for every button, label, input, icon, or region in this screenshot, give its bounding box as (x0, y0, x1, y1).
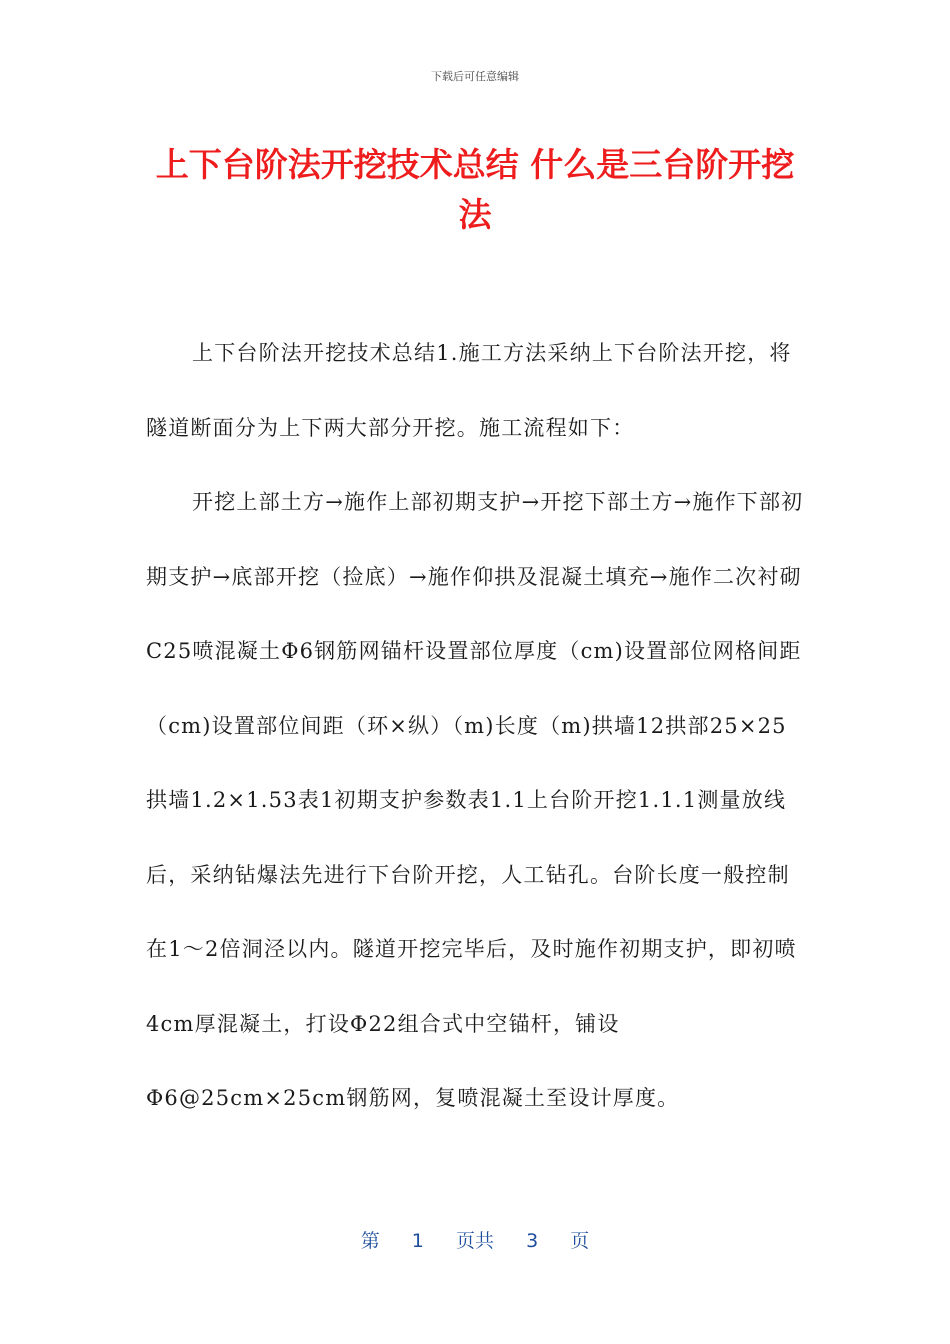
footer-page-current: 1 (411, 1230, 424, 1252)
paragraph-2: 开挖上部土方→施作上部初期支护→开挖下部土方→施作下部初期支护→底部开挖（捡底）→施作仰拱及混凝土填充→施作二次衬砌C25喷混凝土Φ6钢筋网锚杆设置部位厚度（cm)设置部位网格间距（cm)设置部位间距（环×纵）（m)长度（m)拱墙12拱部25×25拱墙1.2×1.53表1初期支护参数表1.1上台阶开挖1.1.1测量放线后，采纳钻爆法先进行下台阶开挖，人工钻孔。台阶长度一般控制在1～2倍洞泾以内。隧道开挖完毕后，及时施作初期支护，即初喷4cm厚混凝土，打设Φ22组合式中空锚杆，铺设Φ6@25cm×25cm钢筋网，复喷混凝土至设计厚度。 (146, 490, 804, 1110)
paragraph-1: 上下台阶法开挖技术总结1.施工方法采纳上下台阶法开挖，将隧道断面分为上下两大部分开挖。施工流程如下： (146, 341, 792, 440)
footer-prefix: 第 (360, 1230, 380, 1252)
document-title: 上下台阶法开挖技术总结 什么是三台阶开挖法 (155, 145, 795, 234)
page-footer (0, 1226, 950, 1253)
document-body (146, 316, 806, 1136)
footer-suffix: 页 (570, 1230, 590, 1252)
header-note: 下载后可任意编辑 (431, 70, 519, 83)
footer-mid: 页共 (455, 1230, 494, 1252)
footer-page-total: 3 (526, 1230, 539, 1252)
